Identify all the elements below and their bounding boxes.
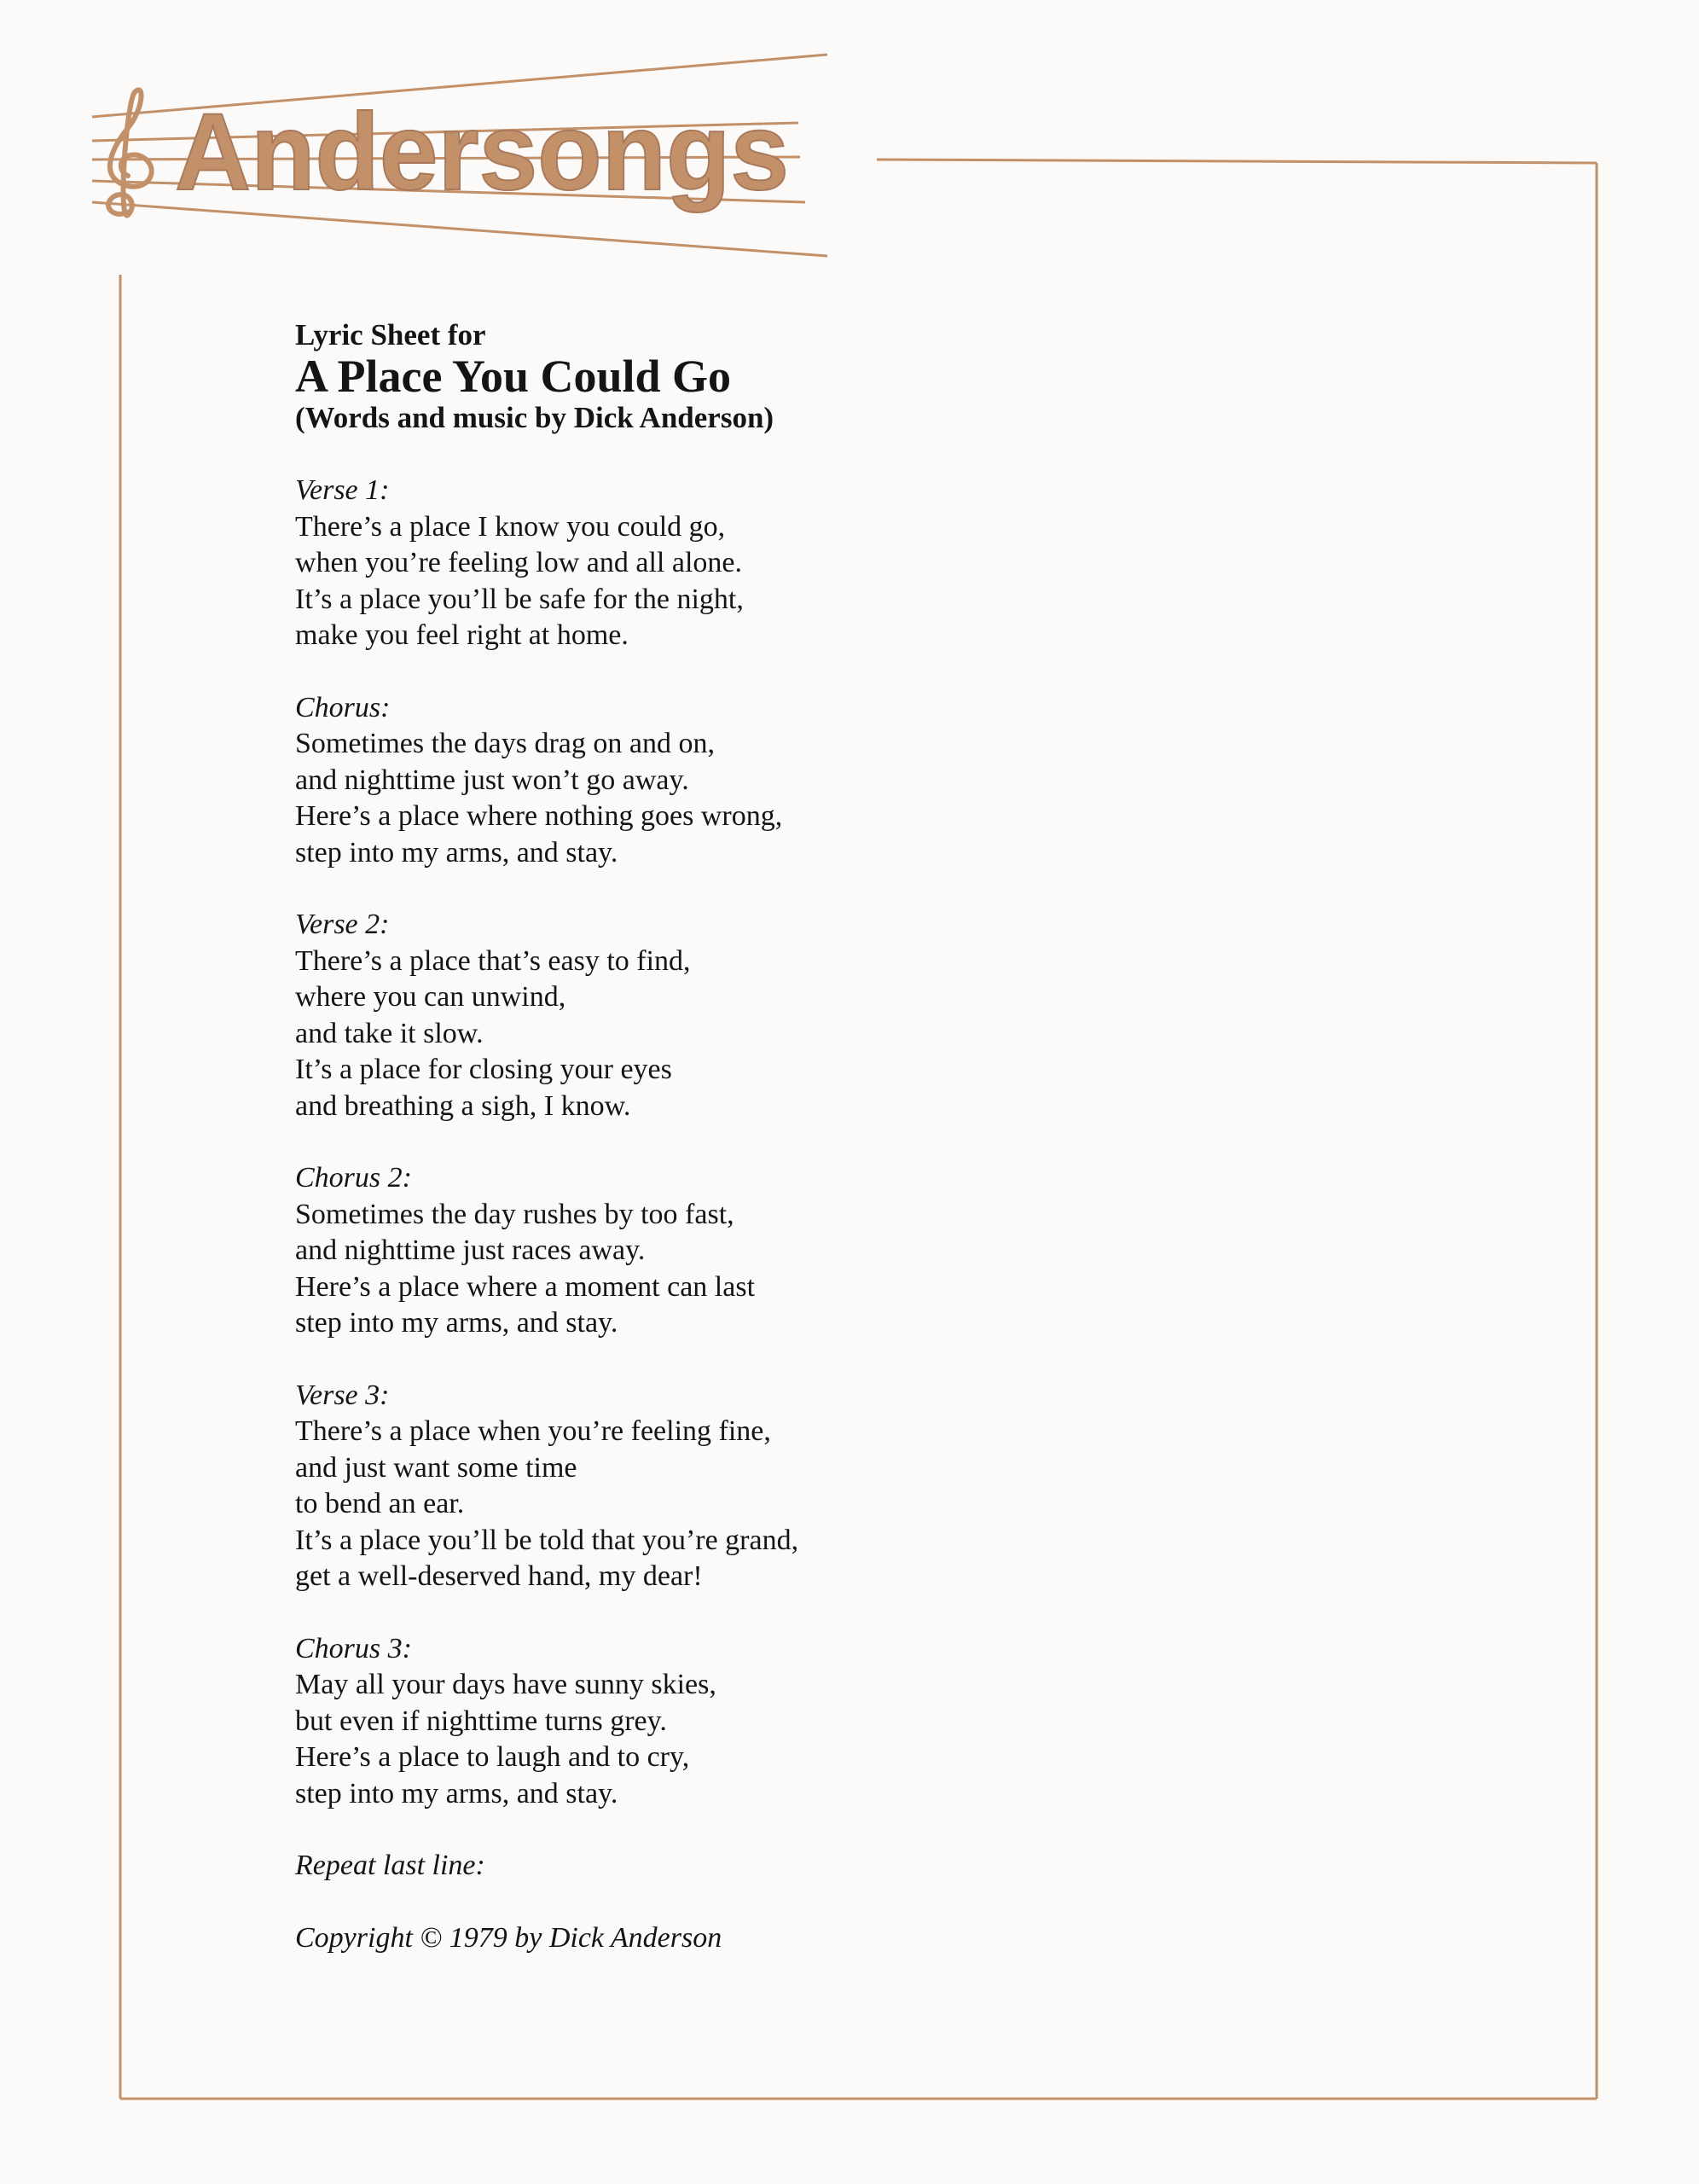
section-label: Verse 3: bbox=[295, 1379, 390, 1411]
copyright-notice: Copyright © 1979 by Dick Anderson bbox=[295, 1921, 722, 1954]
lyric-line: Here’s a place to laugh and to cry, bbox=[295, 1741, 690, 1773]
lyric-line: There’s a place I know you could go, bbox=[295, 510, 726, 543]
lyric-line: to bend an ear. bbox=[295, 1488, 465, 1519]
lyric-section bbox=[295, 690, 1319, 872]
lyric-line: Sometimes the days drag on and on, bbox=[295, 728, 715, 759]
lyric-sections bbox=[295, 473, 1319, 1812]
lyric-line: and take it slow. bbox=[295, 1017, 484, 1049]
song-credits: (Words and music by Dick Anderson) bbox=[295, 401, 774, 434]
lyric-section bbox=[295, 1378, 1319, 1595]
lyric-line: get a well-deserved hand, my dear! bbox=[295, 1560, 703, 1592]
lyric-line: There’s a place when you’re feeling fine, bbox=[295, 1415, 771, 1447]
lyric-line: It’s a place for closing your eyes bbox=[295, 1054, 672, 1085]
lyric-line: make you feel right at home. bbox=[295, 619, 629, 651]
lyric-line: and nighttime just races away. bbox=[295, 1234, 646, 1266]
lyric-line: There’s a place that’s easy to find, bbox=[295, 944, 691, 977]
section-label: Verse 2: bbox=[295, 909, 390, 940]
lyric-line: It’s a place you’ll be told that you’re grand, bbox=[295, 1524, 799, 1556]
svg-text:Andersongs: Andersongs bbox=[175, 91, 789, 213]
lyric-line: May all your days have sunny skies, bbox=[295, 1669, 716, 1700]
song-title: A Place You Could Go bbox=[295, 351, 732, 402]
logo-wordmark bbox=[175, 91, 789, 213]
lyric-line: step into my arms, and stay. bbox=[295, 836, 618, 868]
lyric-line: step into my arms, and stay. bbox=[295, 1777, 618, 1809]
lyric-line: and breathing a sigh, I know. bbox=[295, 1089, 631, 1122]
lyric-line: and just want some time bbox=[295, 1451, 577, 1484]
treble-clef-icon bbox=[108, 90, 152, 215]
lyric-line: It’s a place you’ll be safe for the night, bbox=[295, 583, 744, 615]
section-label: Chorus 2: bbox=[295, 1162, 412, 1194]
lyric-line: where you can unwind, bbox=[295, 981, 566, 1013]
lyric-section bbox=[295, 907, 1319, 1124]
repeat-note: Repeat last line: bbox=[295, 1850, 485, 1881]
section-label: Chorus 3: bbox=[295, 1632, 412, 1664]
lyrics-block bbox=[295, 317, 1319, 1992]
lyric-line: step into my arms, and stay. bbox=[295, 1307, 618, 1339]
section-label: Chorus: bbox=[295, 691, 391, 723]
section-label: Verse 1: bbox=[295, 474, 390, 506]
lyric-line: Here’s a place where a moment can last bbox=[295, 1270, 756, 1303]
lyric-section bbox=[295, 473, 1319, 654]
lyric-line: Sometimes the day rushes by too fast, bbox=[295, 1198, 734, 1230]
lyric-section bbox=[295, 1631, 1319, 1813]
lyric-line: but even if nighttime turns grey. bbox=[295, 1705, 667, 1737]
lyric-line: Here’s a place where nothing goes wrong, bbox=[295, 800, 783, 832]
lyric-line: when you’re feeling low and all alone. bbox=[295, 547, 742, 578]
lyric-line: and nighttime just won’t go away. bbox=[295, 764, 689, 796]
lyric-section bbox=[295, 1160, 1319, 1342]
sheet-label: Lyric Sheet for bbox=[295, 318, 486, 351]
